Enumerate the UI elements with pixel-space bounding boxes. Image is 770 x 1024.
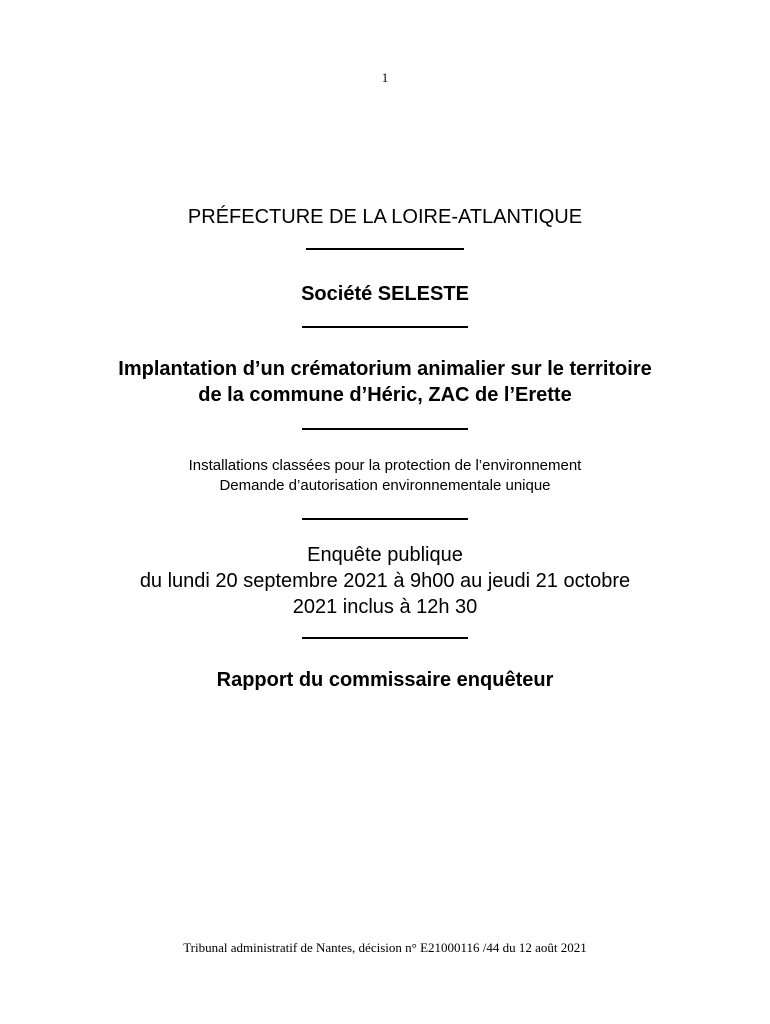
page-number: 1: [381, 70, 389, 85]
separator-rule: [302, 518, 468, 520]
procedure-line-1: Installations classées pour la protection de l’environnement: [188, 457, 582, 474]
tribunal-footer: Tribunal administratif de Nantes, décision n° E21000116 /44 du 12 août 2021: [183, 940, 587, 955]
inquiry-dates-line-1: du lundi 20 septembre 2021 à 9h00 au jeudi 21 octobre: [139, 570, 631, 592]
project-title-line-1: Implantation d’un crématorium animalier sur le territoire: [118, 358, 652, 380]
separator-rule: [302, 326, 468, 328]
project-title-line-2: de la commune d’Héric, ZAC de l’Erette: [198, 384, 572, 406]
separator-rule: [302, 637, 468, 639]
inquiry-heading: Enquête publique: [307, 544, 463, 566]
public-inquiry: [0, 542, 770, 620]
inquiry-dates-line-2: 2021 inclus à 12h 30: [292, 596, 478, 618]
report-title: Rapport du commissaire enquêteur: [216, 669, 554, 691]
company-name: Société SELESTE: [301, 283, 469, 305]
separator-rule: [302, 428, 468, 430]
project-title: [0, 356, 770, 408]
procedure-line-2: Demande d’autorisation environnementale unique: [219, 477, 551, 494]
procedure-description: [0, 456, 770, 496]
separator-rule: [306, 248, 464, 250]
prefecture-title: PRÉFECTURE DE LA LOIRE-ATLANTIQUE: [187, 206, 583, 228]
